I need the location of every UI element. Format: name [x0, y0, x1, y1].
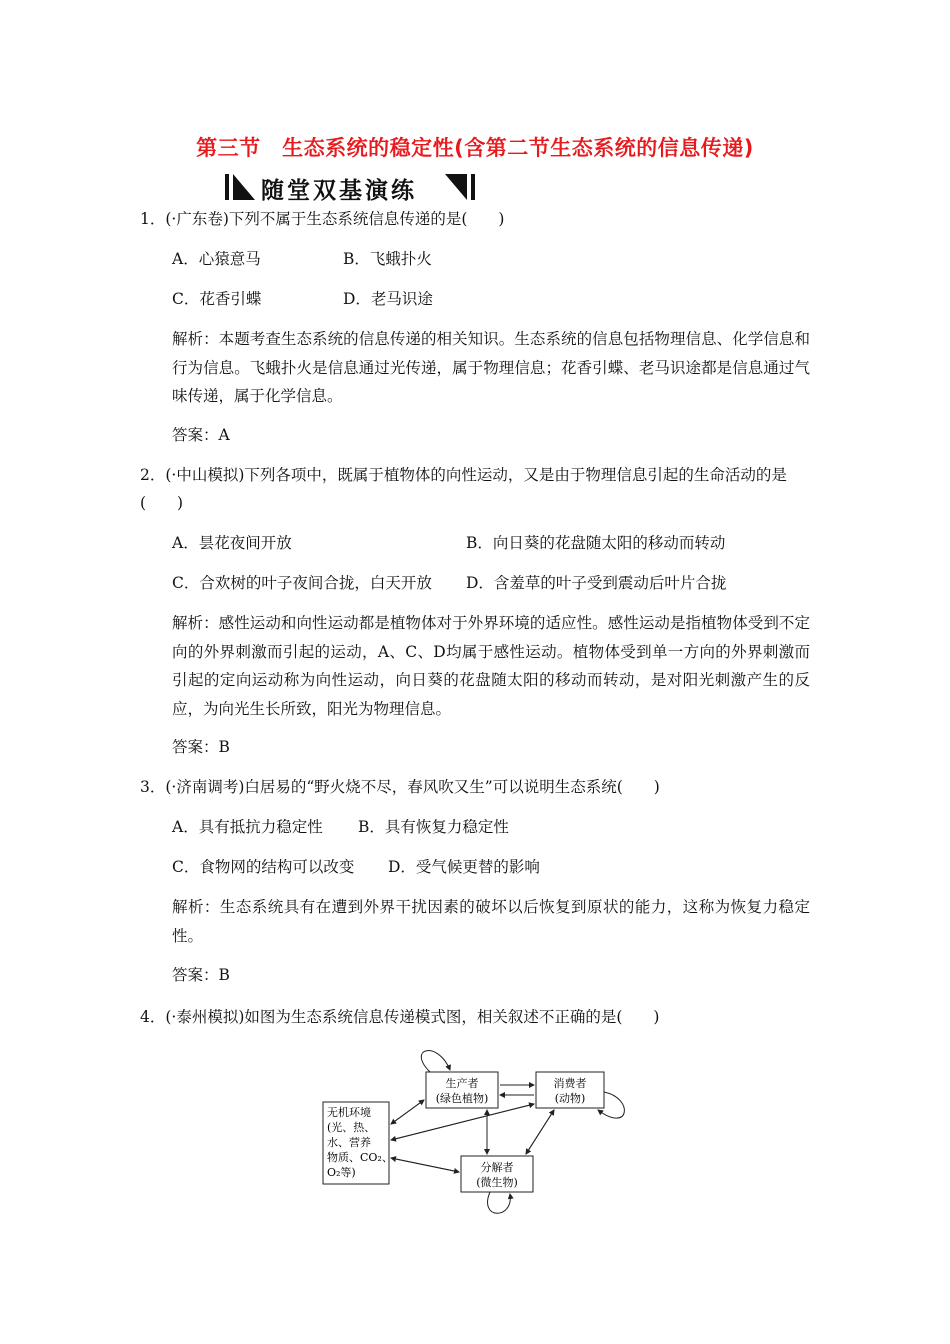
question-3-option-c: C．食物网的结构可以改变	[172, 858, 355, 876]
decomposer-self-loop	[488, 1192, 511, 1213]
question-1-stem: 1．(·广东卷)下列不属于生态系统信息传递的是( )	[140, 210, 505, 228]
question-2-answer: 答案：B	[172, 738, 230, 756]
question-3-stem: 3．(·济南调考)白居易的“野火烧不尽，春风吹又生”可以说明生态系统( )	[140, 778, 660, 796]
question-4-stem: 4．(·泰州模拟)如图为生态系统信息传递模式图，相关叙述不正确的是( )	[140, 1008, 660, 1026]
question-3-option-d: D．受气候更替的影响	[388, 858, 540, 876]
producer-self-loop	[421, 1051, 450, 1072]
question-1-option-d: D．老马识途	[343, 290, 433, 308]
consumer-label: 消费者	[553, 1077, 587, 1090]
section-banner	[225, 172, 475, 202]
question-3-answer: 答案：B	[172, 966, 230, 984]
question-2-option-b: B．向日葵的花盘随太阳的移动而转动	[466, 534, 726, 552]
question-2-stem-text: 2．(·中山模拟)下列各项中，既属于植物体的向性运动，又是由于物理信息引起的生命活动的是( )	[140, 466, 787, 512]
question-1-option-c: C．花香引蝶	[172, 290, 262, 308]
producer-label: 生产者	[445, 1077, 479, 1090]
question-1-option-a: A．心猿意马	[172, 250, 261, 268]
page-title: 第三节 生态系统的稳定性(含第二节生态系统的信息传递)	[196, 136, 754, 160]
banner-label: 随堂双基演练	[261, 178, 417, 204]
question-3-option-b: B．具有恢复力稳定性	[358, 818, 509, 836]
question-3-option-a: A．具有抵抗力稳定性	[172, 818, 323, 836]
producer-sublabel: (绿色植物)	[435, 1092, 489, 1105]
environment-label-1: 无机环境	[327, 1106, 371, 1119]
environment-label-5: O₂等)	[327, 1166, 356, 1179]
question-3-analysis: 解析：生态系统具有在遭到外界干扰因素的破坏以后恢复到原状的能力，这称为恢复力稳定性。	[172, 898, 810, 945]
info-transfer-diagram	[318, 1048, 638, 1218]
producer-environment-arrow	[391, 1100, 424, 1124]
question-2-option-a: A．昙花夜间开放	[172, 534, 292, 552]
environment-label-3: 水、营养	[327, 1136, 371, 1149]
decomposer-environment-arrow	[391, 1158, 459, 1172]
environment-label-2: (光、热、	[327, 1121, 376, 1134]
banner-right-triangle-icon	[445, 174, 475, 200]
question-2-option-c: C．合欢树的叶子夜间合拢，白天开放	[172, 574, 432, 592]
decomposer-label: 分解者	[480, 1161, 514, 1174]
consumer-environment-arrow	[391, 1104, 534, 1140]
question-1-answer: 答案：A	[172, 426, 230, 444]
question-1-option-b: B．飞蛾扑火	[343, 250, 432, 268]
decomposer-sublabel: (微生物)	[476, 1176, 518, 1189]
banner-left-triangle-icon	[225, 174, 255, 200]
question-2-stem	[140, 461, 810, 517]
consumer-sublabel: (动物)	[554, 1092, 586, 1105]
question-2-option-d: D．含羞草的叶子受到震动后叶片合拢	[466, 574, 727, 592]
environment-label-4: 物质、CO₂、	[327, 1151, 393, 1164]
decomposer-consumer-arrow	[526, 1110, 554, 1154]
question-2-analysis: 解析：感性运动和向性运动都是植物体对于外界环境的适应性。感性运动是指植物体受到不定向的外界刺激而引起的运动，A、C、D均属于感性运动。植物体受到单一方向的外界刺激而引起的定向运动称为向性运动，向日葵的花盘随太阳的移动而转动，是对阳光刺激产生的反应，为向光生长所致，阳光为物理信息。	[172, 614, 810, 718]
question-1-analysis: 解析：本题考查生态系统的信息传递的相关知识。生态系统的信息包括物理信息、化学信息和行为信息。飞蛾扑火是信息通过光传递，属于物理信息；花香引蝶、老马识途都是信息通过气味传递，属于化学信息。	[172, 330, 810, 405]
